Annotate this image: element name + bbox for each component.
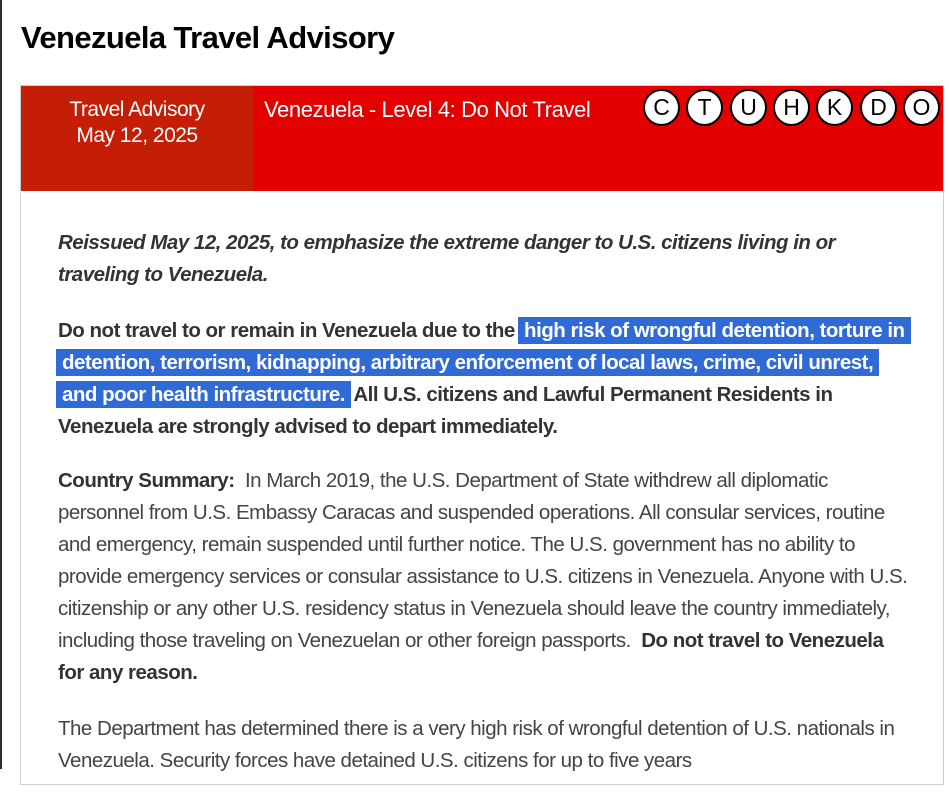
risk-indicator-other[interactable]: O — [903, 89, 940, 126]
advisory-header — [21, 86, 943, 191]
country-summary-label: Country Summary: — [58, 469, 235, 492]
detention-paragraph: The Department has determined there is a very high risk of wrongful detention of U.S. nationals in Venezuela. Security forces have detained U.S. citizens for up to five years — [58, 717, 895, 772]
risk-indicator-wrongful-detention[interactable]: D — [860, 89, 897, 126]
do-not-travel-warning — [58, 315, 908, 443]
advisory-level-title: Venezuela - Level 4: Do Not Travel — [264, 97, 591, 122]
advisory-date: May 12, 2025 — [76, 124, 198, 147]
country-summary — [58, 465, 908, 689]
advisory-date-box — [21, 86, 253, 191]
advisory-label: Travel Advisory — [69, 98, 205, 121]
risk-indicator-health[interactable]: H — [773, 89, 810, 126]
risk-indicator-terrorism[interactable]: T — [686, 89, 723, 126]
country-summary-emphasis: Do not travel to Venezuela for any reason. — [58, 629, 884, 684]
warning-intro: Do not travel to or remain in Venezuela due to the — [58, 319, 515, 342]
warning-depart: All U.S. citizens and Lawful Permanent Residents in Venezuela are strongly advised to depart immediately. — [58, 383, 833, 438]
reissued-note: Reissued May 12, 2025, to emphasize the extreme danger to U.S. citizens living in or traveling to Venezuela. — [58, 231, 836, 286]
left-border — [0, 0, 2, 769]
risk-indicator-crime[interactable]: C — [643, 89, 680, 126]
highlighted-risks: high risk of wrongful detention, torture in detention, terrorism, kidnapping, arbitrary enforcement of local laws, crime, civil unrest, and poor health infrastructure. — [56, 317, 911, 408]
risk-indicator-kidnapping[interactable]: K — [816, 89, 853, 126]
risk-indicator-civil-unrest[interactable]: U — [730, 89, 767, 126]
country-summary-text: In March 2019, the U.S. Department of State withdrew all diplomatic personnel from U.S. Embassy Caracas and suspended operations. All consular services, routine and emergency, remain suspended until further notice. The U.S. government has no ability to provide emergency services or consular assistance to U.S. citizens in Venezuela. Anyone with U.S. citizenship or any other U.S. residency status in Venezuela should leave the country immediately, including those traveling on Venezuelan or other foreign passports. — [58, 469, 908, 652]
page-title: Venezuela Travel Advisory — [21, 20, 395, 55]
advisory-content — [58, 227, 908, 801]
